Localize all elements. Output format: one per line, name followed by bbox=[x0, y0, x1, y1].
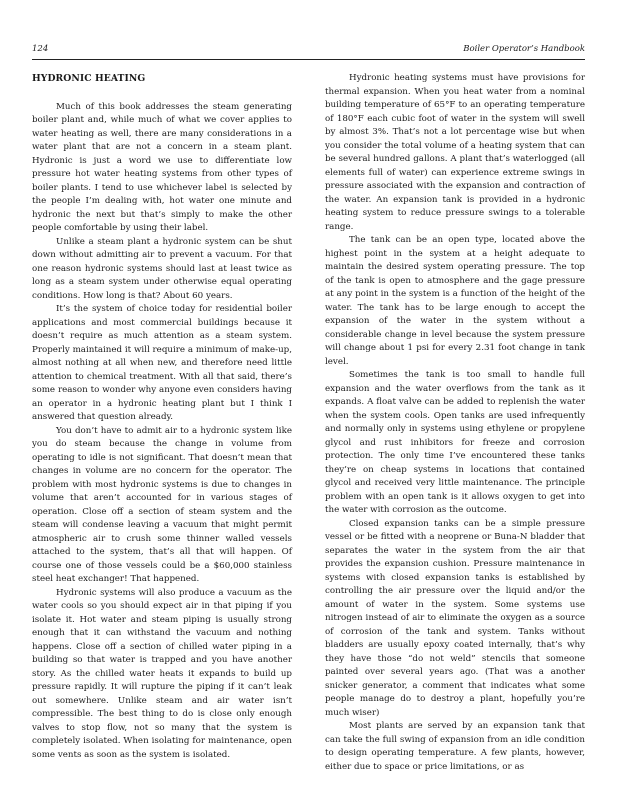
page-number: 124 bbox=[32, 44, 49, 54]
paragraph: Unlike a steam plant a hydronic system can be shut down without admitting air to prevent a vacuum. For that one reason hydronic systems should last at least twice as long as a steam system under otherwise equal operating conditions. How long is that? About 60 years. bbox=[32, 236, 292, 301]
paragraph: Closed expansion tanks can be a simple pressure vessel or be fitted with a neoprene or Buna-N bladder that separates the water in the system from the air that provides the expansion cushion. Pressure maintenance in systems with closed expansion tanks is established by controlling the air pressure over the liquid and/or the amount of water in the system. Some systems use nitrogen instead of air to eliminate the oxygen as a source of corrosion of the tank and system. Tanks without bladders are usually epoxy coated internally, that’s why they have those “do not weld” stencils that someone painted over several years ago. (That was a another snicker generator, a comment that indicates what some people manage do to destroy a plant, hopefully you’re much wiser) bbox=[325, 518, 585, 718]
paragraph: Most plants are served by an expansion tank that can take the full swing of expansion from an idle condition to design operating temperature. A few plants, however, either due to space or price limitations, or as bbox=[325, 721, 585, 772]
book-title: Boiler Operator’s Handbook bbox=[463, 44, 585, 54]
header-rule bbox=[32, 59, 585, 60]
paragraph: You don’t have to admit air to a hydronic system like you do steam because the change in volume from operating to idle is not significant. That doesn’t mean that changes in volume are no concern for the operator. The problem with most hydronic systems is due to changes in volume that aren’t accounted for in various stages of operation. Close off a section of steam system and the steam will condense leaving a vacuum that might permit atmospheric air to crush some thinner walled vessels attached to the system, that’s all that will happen. Of course one of those vessels could be a $60,000 stainless steel heat exchanger! That happened. bbox=[32, 425, 292, 584]
left-column bbox=[32, 72, 292, 762]
right-column bbox=[325, 72, 585, 774]
paragraph: Hydronic heating systems must have provisions for thermal expansion. When you heat water from a nominal building temperature of 65°F to an operating temperature of 180°F each cubic foot of water in the system will swell by almost 3%. That’s not a lot percentage wise but when you consider the total volume of a heating system that can be several hundred gallons. A plant that’s waterlogged (all elements full of water) can experience extreme swings in pressure associated with the expansion and contraction of the water. An expansion tank is provided in a hydronic heating system to reduce pressure swings to a tolerable range. bbox=[325, 73, 585, 232]
section-heading: HYDRONIC HEATING bbox=[32, 73, 146, 84]
paragraph: It’s the system of choice today for residential boiler applications and most commercial buildings because it doesn’t require as much attention as a steam system. Properly maintained it will require a minimum of make-up, almost nothing at all when new, and therefore need little attention to chemical treatment. With all that said, there’s some reason to wonder why anyone even considers having an operator in a hydronic heating plant but I think I answered that question already. bbox=[32, 304, 292, 422]
paragraph: Much of this book addresses the steam generating boiler plant and, while much of what we cover applies to water heating as well, there are many considerations in a water plant that are not a concern in a steam plant. Hydronic is just a word we use to differentiate low pressure hot water heating systems from other types of boiler plants. I tend to use whichever label is selected by the people I’m dealing with, hot water one minute and hydronic the next but that’s simply to make the other people comfortable by using their label. bbox=[32, 101, 292, 233]
running-header bbox=[32, 44, 585, 58]
paragraph: The tank can be an open type, located above the highest point in the system at a height adequate to maintain the desired system operating pressure. The top of the tank is open to atmosphere and the gage pressure at any point in the system is a function of the height of the water. The tank has to be large enough to accept the expansion of the water in the system without a considerable change in level because the system pressure will change about 1 psi for every 2.31 foot change in tank level. bbox=[325, 235, 585, 367]
paragraph: Sometimes the tank is too small to handle full expansion and the water overflows from the tank as it expands. A float valve can be added to replenish the water when the system cools. Open tanks are used infrequently and normally only in systems using ethylene or propylene glycol and rust inhibitors for freeze and corrosion protection. The only time I’ve encountered these tanks they’re on cheap systems in locations that contained glycol and received very little maintenance. The principle problem with an open tank is it allows oxygen to get into the water with corrosion as the outcome. bbox=[325, 370, 585, 515]
paragraph: Hydronic systems will also produce a vacuum as the water cools so you should expect air in that piping if you isolate it. Hot water and steam piping is usually strong enough that it can withstand the vacuum and nothing happens. Close off a section of chilled water piping in a building so that water is trapped and you have another story. As the chilled water heats it expands to build up pressure rapidly. It will rupture the piping if it can’t leak out somewhere. Unlike steam and air water isn’t compressible. The best thing to do is close only enough valves to stop flow, not so many that the system is completely isolated. When isolating for maintenance, open some vents as soon as the system is isolated. bbox=[32, 587, 292, 760]
